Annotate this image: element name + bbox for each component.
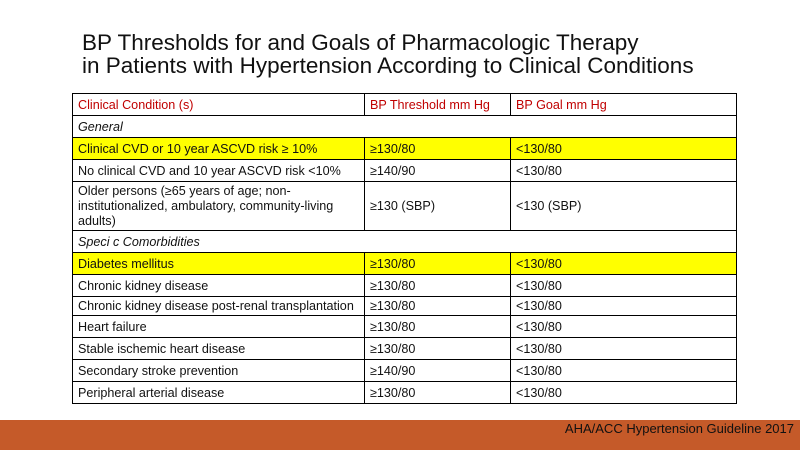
section-row-specific-comorbidities xyxy=(73,231,737,253)
goal-cell: <130 (SBP) xyxy=(511,182,737,231)
threshold-cell: ≥140/90 xyxy=(365,160,511,182)
slide-title-line-1: BP Thresholds for and Goals of Pharmacologic Therapy xyxy=(82,30,639,55)
condition-cell: Chronic kidney disease xyxy=(73,275,365,297)
section-label-general: General xyxy=(73,116,737,138)
threshold-cell: ≥130 (SBP) xyxy=(365,182,511,231)
condition-cell: Chronic kidney disease post-renal transplantation xyxy=(73,297,365,316)
slide-title xyxy=(82,31,782,77)
table-row xyxy=(73,182,737,231)
threshold-cell: ≥130/80 xyxy=(365,253,511,275)
header-bp-goal: BP Goal mm Hg xyxy=(511,94,737,116)
condition-cell: Older persons (≥65 years of age; non-institutionalized, ambulatory, community-living adults) xyxy=(73,182,365,231)
condition-cell: Clinical CVD or 10 year ASCVD risk ≥ 10% xyxy=(73,138,365,160)
header-bp-threshold: BP Threshold mm Hg xyxy=(365,94,511,116)
section-label-specific-comorbidities: Speci c Comorbidities xyxy=(73,231,737,253)
table-row xyxy=(73,253,737,275)
goal-cell: <130/80 xyxy=(511,297,737,316)
table-row xyxy=(73,382,737,404)
condition-cell: Diabetes mellitus xyxy=(73,253,365,275)
table-row xyxy=(73,138,737,160)
condition-cell: Peripheral arterial disease xyxy=(73,382,365,404)
table-row xyxy=(73,297,737,316)
goal-cell: <130/80 xyxy=(511,138,737,160)
goal-cell: <130/80 xyxy=(511,382,737,404)
threshold-cell: ≥130/80 xyxy=(365,275,511,297)
threshold-cell: ≥130/80 xyxy=(365,382,511,404)
goal-cell: <130/80 xyxy=(511,316,737,338)
goal-cell: <130/80 xyxy=(511,160,737,182)
table-row xyxy=(73,160,737,182)
goal-cell: <130/80 xyxy=(511,253,737,275)
table-header-row xyxy=(73,94,737,116)
condition-cell: Secondary stroke prevention xyxy=(73,360,365,382)
section-row-general xyxy=(73,116,737,138)
citation-text: AHA/ACC Hypertension Guideline 2017 xyxy=(564,421,794,436)
bp-thresholds-table xyxy=(72,93,737,404)
table-row xyxy=(73,275,737,297)
threshold-cell: ≥140/90 xyxy=(365,360,511,382)
table-row xyxy=(73,338,737,360)
goal-cell: <130/80 xyxy=(511,275,737,297)
goal-cell: <130/80 xyxy=(511,360,737,382)
threshold-cell: ≥130/80 xyxy=(365,297,511,316)
slide-title-line-2: in Patients with Hypertension According to Clinical Conditions xyxy=(82,53,694,78)
threshold-cell: ≥130/80 xyxy=(365,138,511,160)
table-row xyxy=(73,316,737,338)
condition-cell: No clinical CVD and 10 year ASCVD risk <10% xyxy=(73,160,365,182)
goal-cell: <130/80 xyxy=(511,338,737,360)
threshold-cell: ≥130/80 xyxy=(365,338,511,360)
table-row xyxy=(73,360,737,382)
threshold-cell: ≥130/80 xyxy=(365,316,511,338)
condition-cell: Heart failure xyxy=(73,316,365,338)
header-clinical-condition: Clinical Condition (s) xyxy=(73,94,365,116)
condition-cell: Stable ischemic heart disease xyxy=(73,338,365,360)
